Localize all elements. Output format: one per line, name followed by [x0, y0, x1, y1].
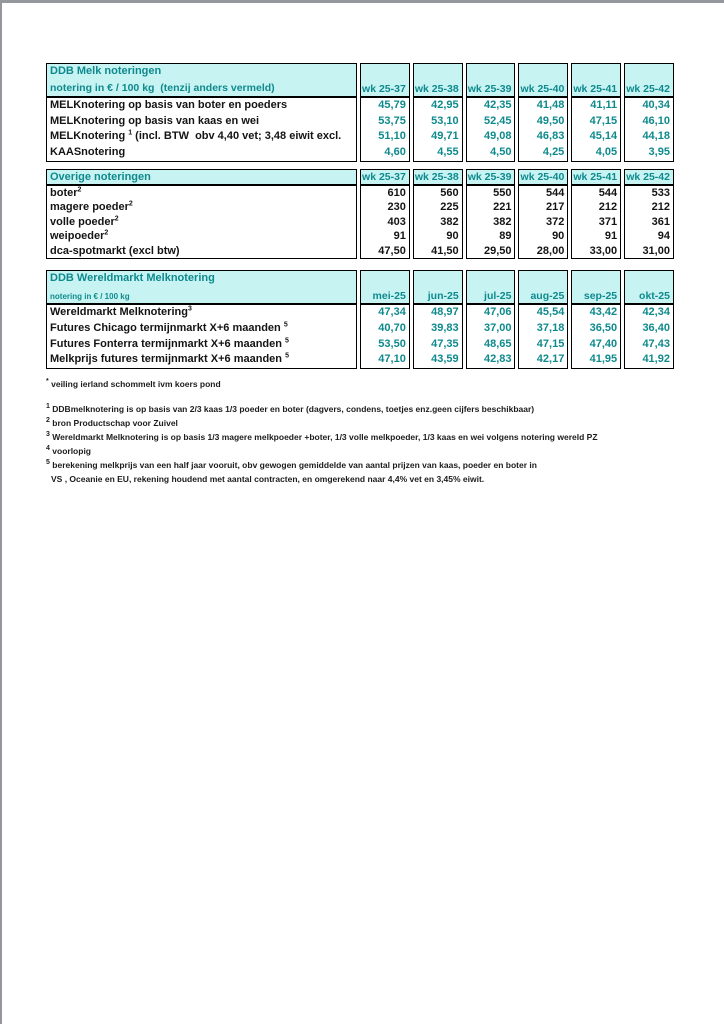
data-column — [360, 169, 410, 260]
value-cell: 52,45 — [483, 114, 512, 127]
column-header: wk 25-42 — [625, 170, 673, 186]
value-cell: 91 — [604, 230, 618, 243]
data-column — [413, 169, 463, 260]
value-cell: 49,50 — [536, 114, 565, 127]
value-cell: 4,25 — [542, 146, 565, 159]
value-cell: 47,10 — [378, 353, 406, 366]
table-header — [47, 64, 356, 98]
row-label-superscript: 5 — [285, 352, 289, 360]
footnote-text: bron Productschap voor Zuivel — [52, 418, 178, 428]
value-cell: 47,43 — [642, 337, 670, 350]
row-label-superscript: 5 — [285, 336, 289, 344]
table-header — [47, 271, 356, 305]
value-cell: 41,48 — [536, 99, 565, 111]
data-column — [466, 270, 516, 369]
column-header: wk 25-41 — [572, 170, 620, 186]
value-cell: 37,18 — [536, 321, 565, 334]
row-label-text: weipoeder — [50, 230, 105, 243]
value-cell: 90 — [552, 230, 565, 243]
data-column — [571, 169, 621, 260]
row-label — [47, 337, 356, 353]
value-cell: 42,17 — [536, 353, 565, 366]
value-cell: 42,35 — [483, 99, 512, 111]
value-cell: 31,00 — [642, 244, 670, 257]
value-cell: 48,65 — [483, 337, 512, 350]
table-ddb-melk-noteringen — [46, 63, 674, 162]
footnote-marker: 2 — [46, 417, 50, 425]
data-column — [466, 169, 516, 260]
value-cell: 51,10 — [378, 130, 406, 143]
value-cell: 33,00 — [589, 244, 618, 257]
value-cell: 610 — [387, 186, 406, 199]
column-header: wk 25-39 — [467, 170, 515, 186]
row-label-text: KAASnotering — [50, 146, 126, 159]
row-label-text: Wereldmarkt Melknotering — [50, 306, 188, 319]
value-cell: 550 — [493, 186, 512, 199]
value-cell: 47,15 — [536, 337, 565, 350]
value-cell: 47,06 — [483, 306, 512, 319]
value-cell: 4,55 — [437, 146, 459, 159]
row-label — [47, 145, 356, 161]
value-cell: 45,54 — [536, 306, 565, 319]
data-column — [571, 63, 621, 162]
value-cell: 42,95 — [431, 99, 459, 111]
row-label-text: Futures Chicago termijnmarkt X+6 maanden — [50, 321, 284, 334]
row-label-superscript: 5 — [283, 321, 288, 329]
footnote-marker: 3 — [46, 431, 50, 439]
column-header: sep-25 — [572, 271, 620, 305]
value-cell: 44,18 — [642, 130, 670, 143]
data-column — [360, 270, 410, 369]
column-header: mei-25 — [361, 271, 409, 305]
footnote-text: voorlopig — [52, 446, 92, 456]
table-header — [47, 170, 356, 186]
row-label-superscript: 2 — [77, 186, 82, 194]
value-cell: 212 — [598, 201, 618, 214]
row-label-text: (incl. BTW obv 4,40 vet; 3,48 eiwit excl. — [132, 130, 342, 143]
row-label-text: volle poeder — [50, 215, 115, 228]
row-label-text: MELKnotering op basis van boter en poeders — [50, 99, 288, 111]
value-cell: 45,79 — [378, 99, 406, 111]
row-label — [47, 200, 356, 215]
row-label — [47, 98, 356, 114]
value-cell: 382 — [440, 215, 459, 228]
row-label-text: Futures Fonterra termijnmarkt X+6 maanden — [50, 337, 286, 350]
value-cell: 45,14 — [589, 130, 618, 143]
value-cell: 41,92 — [642, 353, 670, 366]
footnote-marker: 4 — [46, 445, 50, 453]
footnote-text: VS , Oceanie en EU, rekening houdend met aantal contracten, en omgerekend naar 4,4% vet en 3,45% eiwit. — [51, 474, 485, 484]
value-cell: 544 — [545, 186, 565, 199]
value-cell: 90 — [446, 230, 459, 243]
column-header: jun-25 — [414, 271, 462, 305]
row-label — [47, 321, 356, 337]
label-column — [46, 270, 357, 369]
value-cell: 42,83 — [483, 353, 512, 366]
value-cell: 28,00 — [536, 244, 565, 257]
value-cell: 47,50 — [378, 244, 406, 257]
footnote-marker: * — [46, 378, 49, 386]
value-cell: 29,50 — [483, 244, 512, 257]
data-column — [518, 169, 568, 260]
data-column — [624, 270, 674, 369]
value-cell: 36,40 — [642, 321, 670, 334]
row-label — [47, 215, 356, 230]
value-cell: 47,40 — [589, 337, 618, 350]
value-cell: 47,35 — [431, 337, 459, 350]
footnote — [46, 377, 674, 391]
row-label-superscript: 2 — [104, 229, 109, 237]
table-overige-noteringen — [46, 169, 674, 260]
value-cell: 53,75 — [378, 114, 406, 127]
value-cell: 91 — [393, 230, 406, 243]
column-header: wk 25-39 — [467, 64, 515, 98]
value-cell: 403 — [387, 215, 406, 228]
column-header: aug-25 — [519, 271, 567, 305]
column-header: wk 25-37 — [361, 170, 409, 186]
value-cell: 4,05 — [595, 146, 618, 159]
value-cell: 37,00 — [483, 321, 512, 334]
value-cell: 40,70 — [378, 321, 406, 334]
value-cell: 372 — [545, 215, 565, 228]
table-title: DDB Melk noteringen — [50, 65, 162, 77]
table-title: DDB Wereldmarkt Melknotering — [50, 272, 215, 285]
data-column — [518, 63, 568, 162]
value-cell: 46,83 — [536, 130, 565, 143]
value-cell: 221 — [493, 201, 512, 214]
table-ddb-wereldmarkt-melknotering — [46, 270, 674, 369]
column-header: wk 25-40 — [519, 64, 567, 98]
footnote-text: Wereldmarkt Melknotering is op basis 1/3 magere melkpoeder +boter, 1/3 volle melkpoeder, 1/3 kaas en wei volgens notering wereld PZ — [52, 432, 598, 442]
row-label-superscript: 1 — [128, 129, 133, 137]
value-cell: 41,11 — [590, 99, 618, 111]
value-cell: 46,10 — [642, 114, 670, 127]
footnote — [46, 472, 674, 486]
footnote — [46, 402, 674, 416]
value-cell: 41,50 — [431, 244, 459, 257]
value-cell: 49,71 — [431, 130, 459, 143]
row-label-superscript: 2 — [114, 215, 119, 223]
data-column — [571, 270, 621, 369]
value-cell: 3,95 — [648, 146, 670, 159]
value-cell: 382 — [493, 215, 512, 228]
footnote — [46, 430, 674, 444]
row-label-text: dca-spotmarkt (excl btw) — [50, 244, 180, 257]
footnote — [46, 416, 674, 430]
value-cell: 4,60 — [384, 146, 406, 159]
row-label — [47, 305, 356, 321]
row-label — [47, 352, 356, 368]
value-cell: 53,10 — [431, 114, 459, 127]
table-title: Overige noteringen — [50, 170, 151, 183]
page-content — [46, 63, 674, 486]
row-label — [47, 186, 356, 201]
footnote-text: veiling ierland schommelt ivm koers pond — [51, 379, 221, 389]
value-cell: 43,42 — [589, 306, 618, 319]
row-label-text: magere poeder — [50, 201, 129, 214]
table-subtitle: notering in € / 100 kg — [50, 292, 130, 302]
value-cell: 53,50 — [378, 337, 406, 350]
value-cell: 41,95 — [589, 353, 618, 366]
footnote-text: berekening melkprijs van een half jaar vooruit, obv gewogen gemiddelde van aantal prijzen van kaas, poeder en boter in — [52, 460, 537, 470]
footnote — [46, 458, 674, 472]
value-cell: 212 — [651, 201, 670, 214]
value-cell: 43,59 — [431, 353, 459, 366]
footnote-marker: 5 — [46, 459, 50, 467]
row-label — [47, 244, 356, 259]
row-label-text: MELKnotering op basis van kaas en wei — [50, 114, 260, 127]
value-cell: 225 — [440, 201, 459, 214]
value-cell: 217 — [545, 201, 565, 214]
value-cell: 48,97 — [431, 306, 459, 319]
footnote — [46, 444, 674, 458]
row-label — [47, 114, 356, 130]
data-column — [413, 63, 463, 162]
data-column — [413, 270, 463, 369]
value-cell: 361 — [651, 215, 670, 228]
table-subtitle: notering in € / 100 kg (tenzij anders vermeld) — [50, 82, 275, 94]
column-header: wk 25-41 — [572, 64, 620, 98]
column-header: wk 25-38 — [414, 170, 462, 186]
value-cell: 533 — [651, 186, 670, 199]
row-label-superscript: 3 — [187, 305, 192, 313]
column-header: jul-25 — [467, 271, 515, 305]
label-column — [46, 169, 357, 260]
value-cell: 94 — [657, 230, 670, 243]
value-cell: 371 — [598, 215, 618, 228]
data-column — [624, 63, 674, 162]
row-label-text: Melkprijs futures termijnmarkt X+6 maanden — [50, 353, 286, 366]
column-header: wk 25-37 — [361, 64, 409, 98]
value-cell: 42,34 — [642, 306, 670, 319]
row-label — [47, 229, 356, 244]
row-label-text: boter — [50, 186, 78, 199]
footnotes — [46, 377, 674, 486]
data-column — [360, 63, 410, 162]
row-label-text: MELKnotering — [50, 130, 129, 143]
column-header: wk 25-40 — [519, 170, 567, 186]
data-column — [518, 270, 568, 369]
value-cell: 47,34 — [378, 306, 406, 319]
row-label — [47, 129, 356, 145]
footnote-text: DDBmelknotering is op basis van 2/3 kaas 1/3 poeder en boter (dagvers, condens, toetjes enz.geen cijfers beschikbaar) — [52, 404, 535, 414]
column-header: okt-25 — [625, 271, 673, 305]
column-header: wk 25-42 — [625, 64, 673, 98]
value-cell: 39,83 — [431, 321, 459, 334]
value-cell: 47,15 — [589, 114, 618, 127]
label-column — [46, 63, 357, 162]
footnote-marker: 1 — [46, 403, 50, 411]
value-cell: 544 — [598, 186, 618, 199]
value-cell: 230 — [387, 201, 406, 214]
value-cell: 560 — [440, 186, 459, 199]
value-cell: 36,50 — [589, 321, 618, 334]
row-label-superscript: 2 — [128, 200, 133, 208]
value-cell: 4,50 — [490, 146, 512, 159]
value-cell: 40,34 — [642, 99, 670, 111]
data-column — [624, 169, 674, 260]
value-cell: 49,08 — [483, 130, 512, 143]
column-header: wk 25-38 — [414, 64, 462, 98]
data-column — [466, 63, 516, 162]
value-cell: 89 — [499, 230, 512, 243]
